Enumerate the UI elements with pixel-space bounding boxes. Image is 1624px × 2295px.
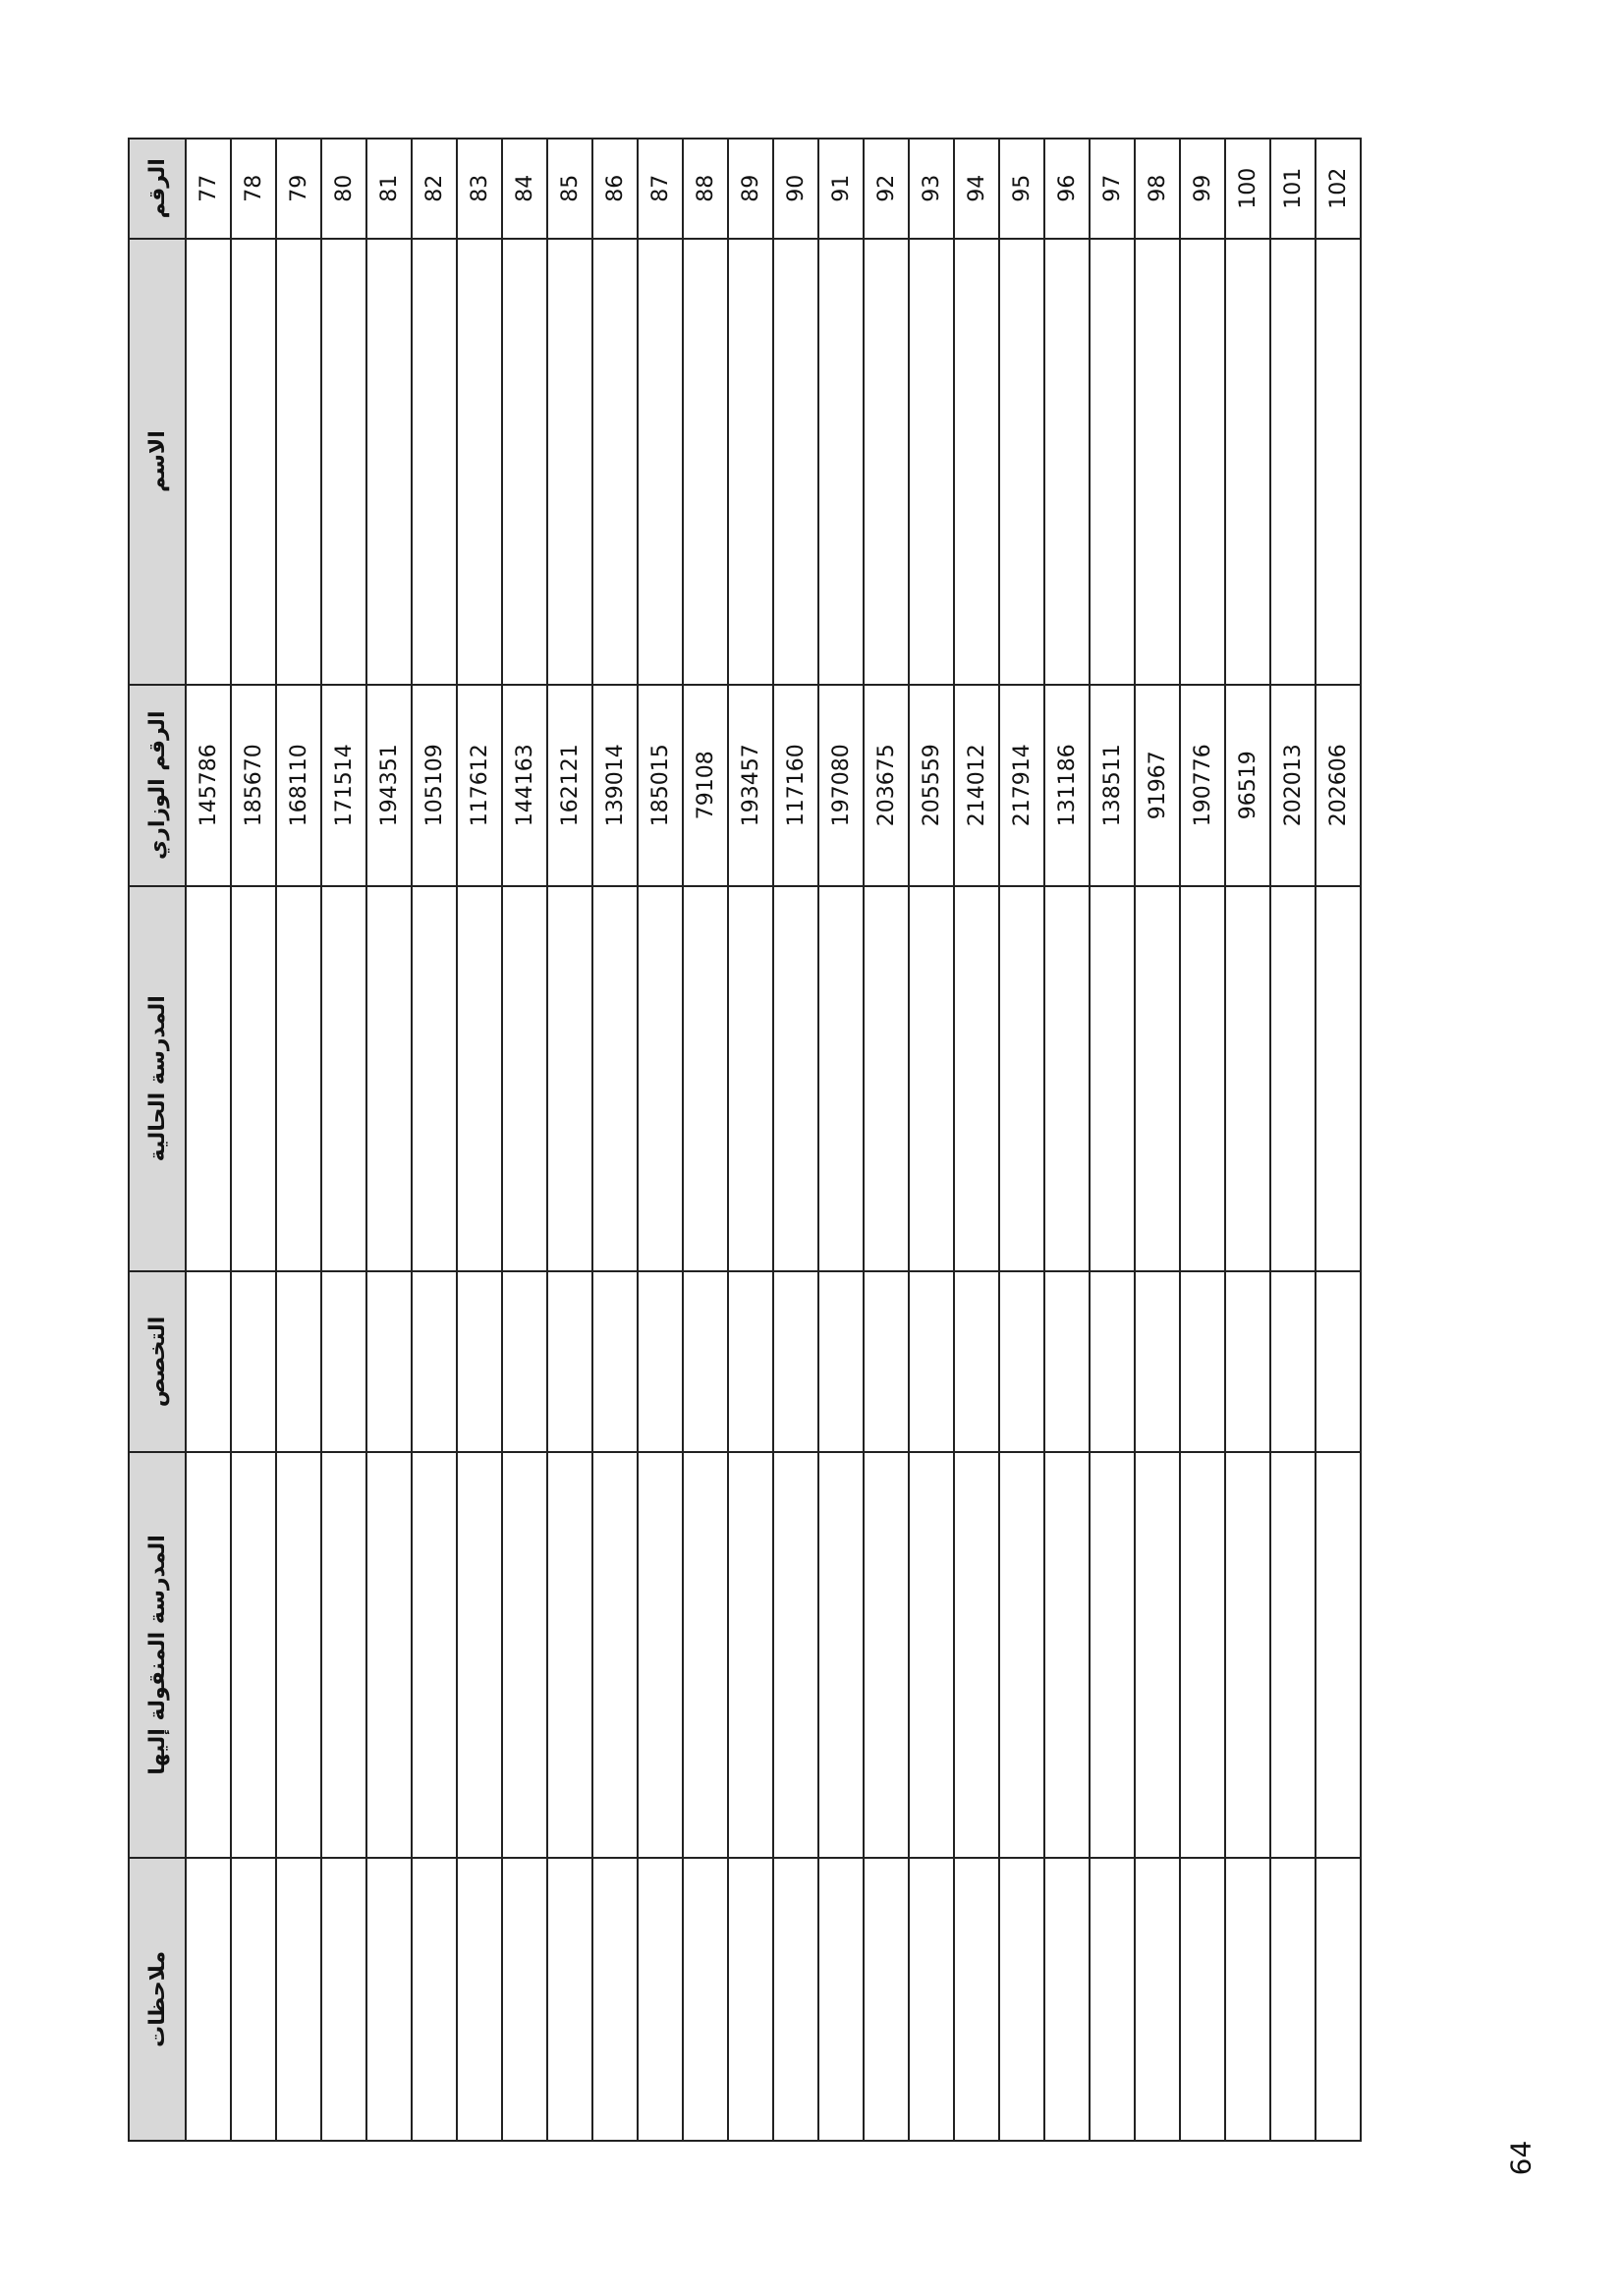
cell-notes <box>186 1858 231 2141</box>
cell-ministry-id: 193457 <box>728 685 773 886</box>
table-row <box>321 139 366 2141</box>
cell-num: 86 <box>592 139 638 239</box>
cell-name <box>502 239 547 685</box>
header-new-school: المدرسة المنقولة إليها <box>129 1452 186 1858</box>
cell-new-school <box>728 1452 773 1858</box>
cell-num: 87 <box>638 139 683 239</box>
header-name: الاسم <box>129 239 186 685</box>
header-row <box>129 139 186 2141</box>
cell-specialty <box>638 1271 683 1453</box>
table-row <box>909 139 954 2141</box>
table-row <box>412 139 457 2141</box>
cell-notes <box>592 1858 638 2141</box>
cell-current-school <box>276 886 321 1271</box>
cell-ministry-id: 185015 <box>638 685 683 886</box>
cell-ministry-id: 217914 <box>999 685 1044 886</box>
cell-new-school <box>186 1452 231 1858</box>
cell-ministry-id: 171514 <box>321 685 366 886</box>
cell-specialty <box>864 1271 909 1453</box>
cell-ministry-id: 214012 <box>954 685 999 886</box>
cell-ministry-id: 190776 <box>1180 685 1225 886</box>
cell-specialty <box>1135 1271 1180 1453</box>
cell-num: 99 <box>1180 139 1225 239</box>
cell-notes <box>864 1858 909 2141</box>
cell-name <box>683 239 728 685</box>
cell-notes <box>231 1858 276 2141</box>
cell-current-school <box>638 886 683 1271</box>
cell-specialty <box>457 1271 502 1453</box>
table-row <box>773 139 818 2141</box>
cell-notes <box>1270 1858 1316 2141</box>
table-row <box>1135 139 1180 2141</box>
cell-current-school <box>728 886 773 1271</box>
cell-specialty <box>1044 1271 1090 1453</box>
cell-num: 91 <box>818 139 864 239</box>
transfer-table <box>128 138 1362 2142</box>
cell-new-school <box>864 1452 909 1858</box>
cell-new-school <box>366 1452 412 1858</box>
cell-name <box>1090 239 1135 685</box>
cell-num: 89 <box>728 139 773 239</box>
cell-current-school <box>818 886 864 1271</box>
cell-specialty <box>502 1271 547 1453</box>
cell-num: 92 <box>864 139 909 239</box>
cell-current-school <box>864 886 909 1271</box>
cell-notes <box>954 1858 999 2141</box>
cell-new-school <box>909 1452 954 1858</box>
cell-notes <box>1225 1858 1270 2141</box>
cell-specialty <box>1270 1271 1316 1453</box>
cell-name <box>1225 239 1270 685</box>
cell-new-school <box>1135 1452 1180 1858</box>
cell-ministry-id: 131186 <box>1044 685 1090 886</box>
cell-name <box>186 239 231 685</box>
table-row <box>231 139 276 2141</box>
cell-num: 83 <box>457 139 502 239</box>
cell-notes <box>1316 1858 1361 2141</box>
cell-new-school <box>1090 1452 1135 1858</box>
cell-current-school <box>1270 886 1316 1271</box>
cell-notes <box>1180 1858 1225 2141</box>
table-row <box>592 139 638 2141</box>
cell-name <box>638 239 683 685</box>
cell-ministry-id: 202606 <box>1316 685 1361 886</box>
table-row <box>1090 139 1135 2141</box>
cell-current-school <box>321 886 366 1271</box>
page-number: 64 <box>1504 2140 1538 2176</box>
cell-ministry-id: 79108 <box>683 685 728 886</box>
cell-notes <box>457 1858 502 2141</box>
header-current-school: المدرسة الحالية <box>129 886 186 1271</box>
cell-num: 101 <box>1270 139 1316 239</box>
cell-specialty <box>366 1271 412 1453</box>
cell-current-school <box>1316 886 1361 1271</box>
cell-notes <box>909 1858 954 2141</box>
cell-notes <box>999 1858 1044 2141</box>
cell-name <box>231 239 276 685</box>
cell-num: 97 <box>1090 139 1135 239</box>
cell-name <box>773 239 818 685</box>
table-row <box>1316 139 1361 2141</box>
table-row <box>683 139 728 2141</box>
cell-ministry-id: 197080 <box>818 685 864 886</box>
cell-current-school <box>954 886 999 1271</box>
header-specialty: التخصص <box>129 1271 186 1453</box>
cell-num: 93 <box>909 139 954 239</box>
cell-current-school <box>1135 886 1180 1271</box>
table-body <box>186 139 1361 2141</box>
cell-ministry-id: 91967 <box>1135 685 1180 886</box>
cell-num: 80 <box>321 139 366 239</box>
cell-new-school <box>276 1452 321 1858</box>
cell-num: 84 <box>502 139 547 239</box>
cell-ministry-id: 138511 <box>1090 685 1135 886</box>
cell-name <box>864 239 909 685</box>
table-row <box>954 139 999 2141</box>
cell-current-school <box>999 886 1044 1271</box>
cell-current-school <box>909 886 954 1271</box>
cell-new-school <box>999 1452 1044 1858</box>
cell-name <box>728 239 773 685</box>
cell-num: 90 <box>773 139 818 239</box>
table-row <box>186 139 231 2141</box>
cell-new-school <box>592 1452 638 1858</box>
cell-new-school <box>683 1452 728 1858</box>
cell-specialty <box>547 1271 592 1453</box>
cell-specialty <box>683 1271 728 1453</box>
table-row <box>818 139 864 2141</box>
cell-ministry-id: 203675 <box>864 685 909 886</box>
cell-current-school <box>683 886 728 1271</box>
cell-notes <box>683 1858 728 2141</box>
cell-ministry-id: 105109 <box>412 685 457 886</box>
cell-name <box>457 239 502 685</box>
cell-ministry-id: 144163 <box>502 685 547 886</box>
table-row <box>276 139 321 2141</box>
cell-new-school <box>954 1452 999 1858</box>
cell-name <box>818 239 864 685</box>
cell-name <box>412 239 457 685</box>
cell-current-school <box>412 886 457 1271</box>
header-num: الرقم <box>129 139 186 239</box>
cell-new-school <box>1225 1452 1270 1858</box>
cell-num: 95 <box>999 139 1044 239</box>
cell-specialty <box>773 1271 818 1453</box>
header-notes: ملاحظات <box>129 1858 186 2141</box>
cell-current-school <box>186 886 231 1271</box>
cell-num: 102 <box>1316 139 1361 239</box>
cell-num: 82 <box>412 139 457 239</box>
cell-name <box>321 239 366 685</box>
cell-num: 77 <box>186 139 231 239</box>
cell-ministry-id: 145786 <box>186 685 231 886</box>
cell-num: 88 <box>683 139 728 239</box>
cell-name <box>909 239 954 685</box>
cell-current-school <box>1225 886 1270 1271</box>
cell-ministry-id: 117160 <box>773 685 818 886</box>
table-row <box>502 139 547 2141</box>
cell-notes <box>412 1858 457 2141</box>
cell-new-school <box>457 1452 502 1858</box>
cell-specialty <box>276 1271 321 1453</box>
table-row <box>864 139 909 2141</box>
cell-current-school <box>592 886 638 1271</box>
cell-notes <box>1135 1858 1180 2141</box>
cell-ministry-id: 96519 <box>1225 685 1270 886</box>
cell-specialty <box>592 1271 638 1453</box>
cell-name <box>954 239 999 685</box>
cell-ministry-id: 185670 <box>231 685 276 886</box>
cell-specialty <box>1225 1271 1270 1453</box>
cell-specialty <box>231 1271 276 1453</box>
cell-notes <box>321 1858 366 2141</box>
cell-new-school <box>231 1452 276 1858</box>
cell-notes <box>728 1858 773 2141</box>
cell-specialty <box>728 1271 773 1453</box>
cell-specialty <box>321 1271 366 1453</box>
cell-new-school <box>547 1452 592 1858</box>
table-row <box>1044 139 1090 2141</box>
cell-specialty <box>412 1271 457 1453</box>
cell-current-school <box>773 886 818 1271</box>
table-row <box>366 139 412 2141</box>
cell-specialty <box>909 1271 954 1453</box>
cell-num: 81 <box>366 139 412 239</box>
table-row <box>1225 139 1270 2141</box>
cell-new-school <box>773 1452 818 1858</box>
cell-current-school <box>1090 886 1135 1271</box>
cell-num: 85 <box>547 139 592 239</box>
cell-current-school <box>457 886 502 1271</box>
cell-notes <box>773 1858 818 2141</box>
cell-ministry-id: 205559 <box>909 685 954 886</box>
cell-specialty <box>999 1271 1044 1453</box>
cell-current-school <box>547 886 592 1271</box>
cell-num: 98 <box>1135 139 1180 239</box>
table-row <box>638 139 683 2141</box>
cell-name <box>276 239 321 685</box>
cell-num: 79 <box>276 139 321 239</box>
cell-new-school <box>818 1452 864 1858</box>
cell-notes <box>1090 1858 1135 2141</box>
cell-current-school <box>231 886 276 1271</box>
cell-specialty <box>818 1271 864 1453</box>
cell-current-school <box>366 886 412 1271</box>
cell-notes <box>366 1858 412 2141</box>
table-row <box>1270 139 1316 2141</box>
rotated-page <box>128 138 1464 2142</box>
cell-ministry-id: 139014 <box>592 685 638 886</box>
table-row <box>999 139 1044 2141</box>
cell-num: 100 <box>1225 139 1270 239</box>
cell-name <box>1180 239 1225 685</box>
table-row <box>728 139 773 2141</box>
cell-notes <box>502 1858 547 2141</box>
cell-notes <box>1044 1858 1090 2141</box>
cell-ministry-id: 162121 <box>547 685 592 886</box>
cell-new-school <box>1316 1452 1361 1858</box>
cell-specialty <box>1316 1271 1361 1453</box>
cell-ministry-id: 168110 <box>276 685 321 886</box>
cell-num: 78 <box>231 139 276 239</box>
cell-ministry-id: 117612 <box>457 685 502 886</box>
cell-new-school <box>1180 1452 1225 1858</box>
cell-current-school <box>1180 886 1225 1271</box>
cell-current-school <box>1044 886 1090 1271</box>
cell-notes <box>276 1858 321 2141</box>
cell-ministry-id: 194351 <box>366 685 412 886</box>
cell-ministry-id: 202013 <box>1270 685 1316 886</box>
cell-notes <box>638 1858 683 2141</box>
cell-name <box>1044 239 1090 685</box>
cell-notes <box>547 1858 592 2141</box>
cell-name <box>999 239 1044 685</box>
cell-name <box>366 239 412 685</box>
table-row <box>547 139 592 2141</box>
cell-name <box>592 239 638 685</box>
cell-name <box>1316 239 1361 685</box>
cell-new-school <box>1044 1452 1090 1858</box>
cell-current-school <box>502 886 547 1271</box>
cell-specialty <box>1180 1271 1225 1453</box>
cell-num: 94 <box>954 139 999 239</box>
cell-name <box>547 239 592 685</box>
cell-new-school <box>321 1452 366 1858</box>
cell-specialty <box>186 1271 231 1453</box>
header-ministry-id: الرقم الوزاري <box>129 685 186 886</box>
cell-new-school <box>638 1452 683 1858</box>
cell-specialty <box>1090 1271 1135 1453</box>
cell-new-school <box>412 1452 457 1858</box>
cell-num: 96 <box>1044 139 1090 239</box>
cell-new-school <box>502 1452 547 1858</box>
table-row <box>457 139 502 2141</box>
cell-name <box>1135 239 1180 685</box>
cell-specialty <box>954 1271 999 1453</box>
cell-name <box>1270 239 1316 685</box>
cell-new-school <box>1270 1452 1316 1858</box>
cell-notes <box>818 1858 864 2141</box>
table-row <box>1180 139 1225 2141</box>
